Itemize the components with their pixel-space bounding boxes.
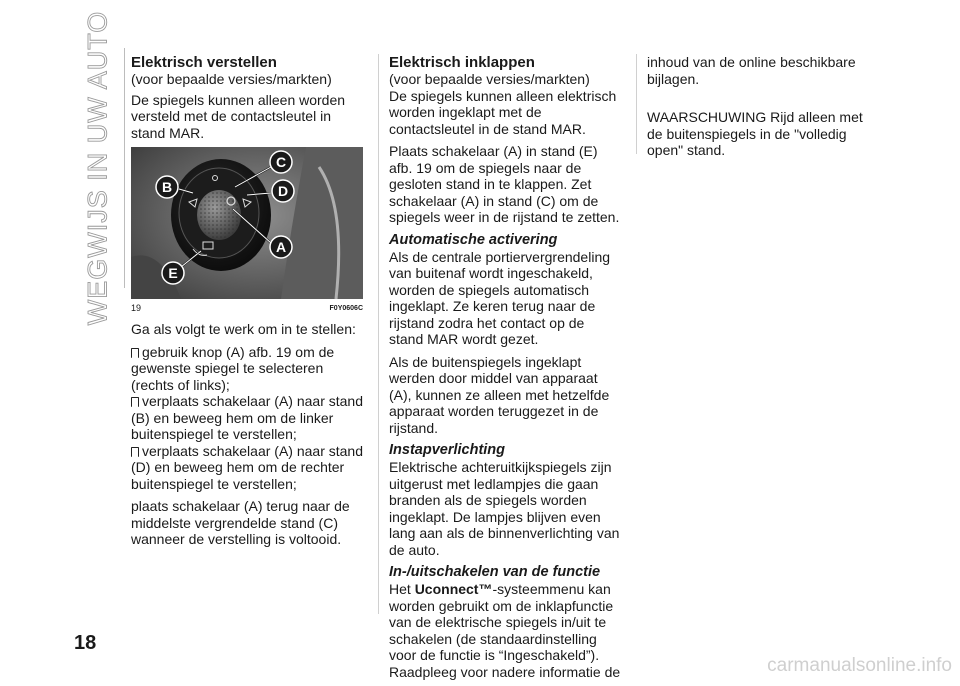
paragraph-proceed: Ga als volgt te werk om in te stellen:	[131, 321, 356, 337]
bullet-item: verplaats schakelaar (A) naar stand (B) en beweeg hem om de linker buitenspiegel te verstellen;	[131, 393, 363, 442]
svg-text:C: C	[275, 154, 287, 170]
footer-watermark: carmanualsonline.info	[767, 655, 952, 676]
side-section-title	[74, 10, 122, 326]
subheading-versions: (voor bepaalde versies/markten)	[389, 71, 590, 87]
figure-number: 19	[131, 303, 142, 313]
column-3	[647, 54, 879, 165]
label-a	[270, 236, 292, 258]
paragraph-fold-procedure: Plaats schakelaar (A) in stand (E) afb. 19 om de spiegels naar de gesloten stand in te klappen. Zet schakelaar (A) in stand (C) om de spiegels weer in de rijstand te zetten.	[389, 143, 620, 225]
heading-entry-lighting: Instapverlichting	[389, 442, 506, 458]
svg-text:A: A	[275, 239, 287, 255]
paragraph-entry-lighting: Elektrische achteruitkijkspiegels zijn uitgerust met ledlampjes die gaan branden als de spiegels worden ingeklapt. De lampjes blijven even lang aan als de binnenverlichting van de auto.	[389, 459, 620, 558]
brand-uconnect: Uconnect™	[414, 581, 493, 597]
heading-toggle-function: In-/uitschakelen van de functie	[389, 564, 601, 580]
column-2	[389, 54, 621, 686]
label-c	[270, 151, 292, 173]
paragraph-auto-1: Als de centrale portiervergrendeling van buitenaf wordt ingeschakeld, worden de spiegels automatisch ingeklapt. Ze keren terug naar de rijstand zodra het contact op de stand MAR wordt gezet.	[389, 248, 611, 347]
column-divider	[378, 54, 379, 614]
column-divider	[636, 54, 637, 154]
bullet-icon	[131, 447, 139, 457]
paragraph-continuation: inhoud van de online beschikbare bijlagen.	[647, 54, 856, 87]
page-number: 18	[74, 632, 97, 654]
heading-automatic-activation: Automatische activering	[389, 231, 558, 248]
bullet-item: verplaats schakelaar (A) naar stand (D) en beweeg hem om de rechter buitenspiegel te verstellen;	[131, 442, 363, 492]
paragraph-finish: plaats schakelaar (A) terug naar de middelste vergrendelde stand (C) wanneer de verstelling is voltooid.	[131, 498, 350, 547]
figure-code: F0Y0606C	[329, 305, 363, 312]
paragraph-warning: WAARSCHUWING Rijd alleen met de buitenspiegels in de "volledig open" stand.	[647, 109, 863, 158]
svg-text:D: D	[277, 183, 289, 199]
paragraph-adjust-condition: De spiegels kunnen alleen worden versteld met de contactsleutel in stand MAR.	[131, 91, 346, 141]
bullet-icon	[131, 348, 139, 358]
label-b	[156, 176, 178, 198]
bullet-item: gebruik knop (A) afb. 19 om de gewenste spiegel te selecteren (rechts of links);	[131, 343, 335, 393]
label-d	[272, 180, 294, 202]
side-section-title-text: WEGWIJS IN UW AUTO	[82, 10, 113, 326]
column-1	[131, 54, 363, 554]
paragraph-auto-2: Als de buitenspiegels ingeklapt werden door middel van apparaat (A), kunnen ze alleen met hetzelfde apparaat worden teruggezet in de rijstand.	[389, 353, 610, 436]
subheading-versions: (voor bepaalde versies/markten)	[131, 71, 332, 87]
figure-mirror-switch	[131, 147, 363, 315]
bullet-icon	[131, 397, 139, 407]
label-e	[162, 262, 184, 284]
paragraph-toggle-function: Het Uconnect™-systeemmenu kan worden gebruikt om de inklapfunctie van de elektrische spiegels in/uit te schakelen (de standaardinstelling voor de functie is “Ingeschakeld”). Raadpleeg voor nadere informatie de	[389, 581, 621, 680]
paragraph-fold-condition: De spiegels kunnen alleen elektrisch worden ingeklapt met de contactsleutel in de stand MAR.	[389, 87, 617, 137]
side-rule	[124, 48, 125, 288]
heading-electric-adjust: Elektrisch verstellen	[131, 54, 277, 71]
heading-electric-fold: Elektrisch inklappen	[389, 54, 535, 71]
svg-text:B: B	[161, 179, 173, 195]
svg-text:E: E	[168, 265, 178, 281]
mirror-switch-illustration	[131, 147, 363, 299]
